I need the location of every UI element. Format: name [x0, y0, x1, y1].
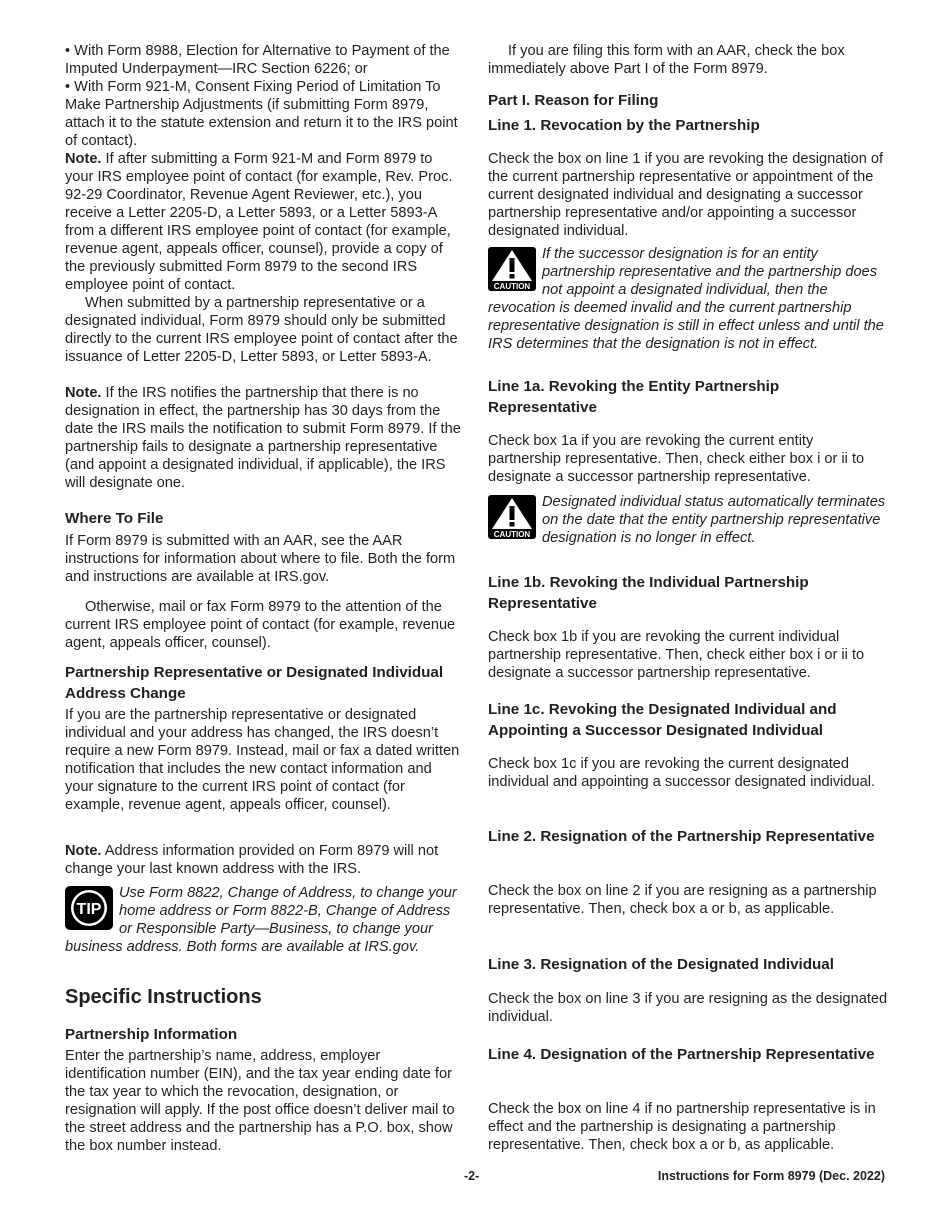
caution-text: Designated individual status automatically terminates on the date that the entity partnership representative designation is no longer in effect. [542, 494, 886, 546]
heading-line-3: Line 3. Resignation of the Designated Individual [488, 956, 834, 973]
tip-box [65, 884, 463, 956]
tip-text: Use Form 8822, Change of Address, to change your home address or Form 8822-B, Change of Address or Responsible Party—Business, to change your business address. Both forms are available at IRS.gov. [65, 885, 457, 955]
note-921m [65, 150, 463, 294]
paragraph-line-2: Check the box on line 2 if you are resigning as a partnership representative. Then, check box a or b, as applicable. [488, 883, 877, 917]
page-number: -2- [464, 1169, 480, 1183]
caution-icon [488, 495, 536, 539]
paragraph-line-3: Check the box on line 3 if you are resigning as the designated individual. [488, 991, 888, 1025]
svg-text:CAUTION: CAUTION [493, 530, 531, 539]
note-text: If after submitting a Form 921-M and Form 8979 to your IRS employee point of contact (for example, Rev. Proc. 92-29 Coordinator, Revenue Agent Reviewer, etc.), you receive a Letter 2205-D, a Letter 5893, or a Letter 5893-A from a different IRS employee point of contact (for example, revenue agent, appeals officer, counsel), provide a copy of the previously submitted Form 8979 to the second IRS employee point of contact. [65, 151, 453, 293]
note-address [65, 842, 463, 878]
heading-line-1: Line 1. Revocation by the Partnership [488, 117, 760, 134]
heading-line-2: Line 2. Resignation of the Partnership Representative [488, 828, 875, 845]
note-label: Note. [65, 151, 102, 167]
heading-address-change: Partnership Representative or Designated Individual Address Change [65, 664, 444, 702]
note-text: If the IRS notifies the partnership that there is no designation in effect, the partnership has 30 days from the date the IRS mails the notification to submit Form 8979. If the partnership fails to designate a partnership representative (and appoint a designated individual, if applicable), the IRS will designate one. [65, 385, 461, 491]
bullet-text: With Form 921-M, Consent Fixing Period of Limitation To Make Partnership Adjustments (if submitting Form 8979, attach it to the statute extension and return it to the IRS point of contact). [65, 79, 458, 149]
note-label: Note. [65, 843, 102, 859]
paragraph-line-1: Check the box on line 1 if you are revoking the designation of the current partnership representative or appointment of the current designated individual and designating a successor partnership representative and/or appointing a successor designated individual. [488, 151, 884, 239]
heading-part-1: Part I. Reason for Filing [488, 92, 659, 109]
paragraph-line-4: Check the box on line 4 if no partnership representative is in effect and the partnership is designating a partnership representative. Then, check box a or b, as applicable. [488, 1101, 876, 1153]
note-label: Note. [65, 385, 102, 401]
heading-line-1c: Line 1c. Revoking the Designated Individual and Appointing a Successor Designated Individual [488, 701, 837, 739]
heading-line-1a: Line 1a. Revoking the Entity Partnership Representative [488, 378, 780, 416]
heading-line-1b: Line 1b. Revoking the Individual Partnership Representative [488, 574, 809, 612]
paragraph-partnership-information: Enter the partnership’s name, address, employer identification number (EIN), and the tax year ending date for the tax year to which the revocation, designation, or resignation will apply. If the post office doesn’t deliver mail to the street address and the partnership has a P.O. box, show the box number instead. [65, 1048, 455, 1154]
heading-where-to-file: Where To File [65, 510, 164, 527]
caution-box-2 [488, 493, 888, 547]
caution-text: If the successor designation is for an entity partnership representative and the partnership does not appoint a designated individual, then the revocation is deemed invalid and the current partnership representative designation is still in effect unless and until the IRS determines that the designation is not in effect. [488, 246, 884, 352]
note-text: Address information provided on Form 8979 will not change your last known address with the IRS. [65, 843, 439, 877]
svg-text:TIP: TIP [76, 901, 102, 918]
heading-line-4: Line 4. Designation of the Partnership Representative [488, 1046, 875, 1063]
bullet-text: With Form 8988, Election for Alternative to Payment of the Imputed Underpayment—IRC Section 6226; or [65, 43, 450, 77]
caution-icon [488, 247, 536, 291]
paragraph-aar-box: If you are filing this form with an AAR, check the box immediately above Part I of the Form 8979. [488, 43, 845, 77]
paragraph-line-1c: Check box 1c if you are revoking the current designated individual and appointing a successor designated individual. [488, 756, 875, 790]
paragraph-line-1b: Check box 1b if you are revoking the current individual partnership representative. Then, check either box i or ii to designate a successor partnership representative. [488, 629, 865, 681]
heading-specific-instructions: Specific Instructions [65, 986, 262, 1008]
note-no-designation [65, 384, 463, 492]
paragraph-address-change: If you are the partnership representative or designated individual and your address has changed, the IRS doesn’t require a new Form 8979. Instead, mail or fax a dated written notification that includes the new contact information and your signature to the current IRS point of contact (for example, revenue agent, appeals officer, counsel). [65, 707, 460, 813]
bullet-form-8988: • With Form 8988, Election for Alternative to Payment of the Imputed Underpayment—IRC Section 6226; or [65, 43, 450, 77]
heading-partnership-information: Partnership Information [65, 1026, 238, 1043]
tip-icon [65, 886, 113, 930]
paragraph-where-mail: Otherwise, mail or fax Form 8979 to the attention of the current IRS employee point of contact (for example, revenue agent, appeals officer, counsel). [65, 599, 456, 651]
bullet-form-921m: • With Form 921-M, Consent Fixing Period of Limitation To Make Partnership Adjustments (if submitting Form 8979, attach it to the statute extension and return it to the IRS point of contact). [65, 79, 458, 149]
paragraph-where-aar: If Form 8979 is submitted with an AAR, see the AAR instructions for information about where to file. Both the form and instructions are available at IRS.gov. [65, 533, 456, 585]
caution-box-1 [488, 245, 888, 353]
svg-text:CAUTION: CAUTION [493, 282, 531, 291]
paragraph-submission: When submitted by a partnership representative or a designated individual, Form 8979 should only be submitted directly to the current IRS employee point of contact after the issuance of Letter 2205-D, Letter 5893, or Letter 5893-A. [65, 295, 458, 365]
paragraph-line-1a: Check box 1a if you are revoking the current entity partnership representative. Then, check either box i or ii to designate a successor partnership representative. [488, 433, 865, 485]
footer-title: Instructions for Form 8979 (Dec. 2022) [657, 1169, 885, 1183]
